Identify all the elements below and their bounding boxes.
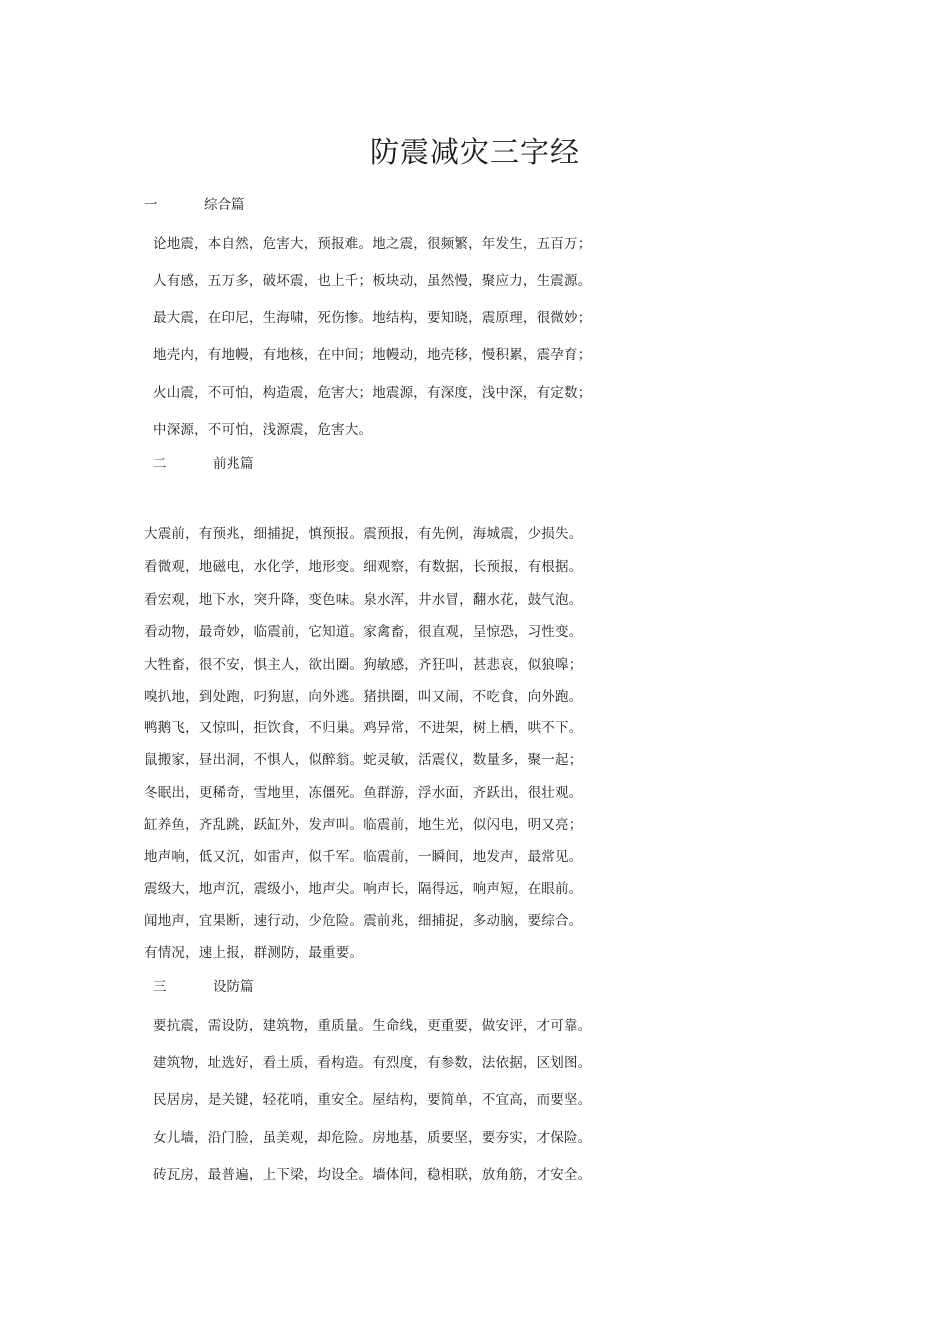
section-heading-1 bbox=[144, 193, 245, 213]
verse-line: 建筑物，址选好，看土质，看构造。有烈度，有参数，法依据，区划图。 bbox=[153, 1055, 592, 1071]
verse-line: 闻地声，宜果断，速行动，少危险。震前兆，细捕捉，多动脑，要综合。 bbox=[144, 913, 583, 929]
verse-line: 看宏观，地下水，突升降，变色味。泉水浑，井水冒，翻水花，鼓气泡。 bbox=[144, 592, 583, 608]
verse-line: 地声响，低又沉，如雷声，似千军。临震前，一瞬间，地发声，最常见。 bbox=[144, 849, 583, 865]
verse-line: 最大震，在印尼，生海啸，死伤惨。地结构，要知晓，震原理，很微妙； bbox=[153, 310, 592, 326]
verse-line: 要抗震，需设防，建筑物，重质量。生命线，更重要，做安评，才可靠。 bbox=[153, 1018, 592, 1034]
section-number: 二 bbox=[153, 456, 167, 472]
verse-line: 大震前，有预兆，细捕捉，慎预报。震预报，有先例，海城震，少损失。 bbox=[144, 526, 583, 542]
verse-line: 地壳内，有地幔，有地核，在中间；地幔动，地壳移，慢积累，震孕育； bbox=[153, 347, 592, 363]
verse-line: 论地震，本自然，危害大，预报难。地之震，很频繁，年发生，五百万； bbox=[153, 236, 592, 252]
verse-line: 看微观，地磁电，水化学，地形变。细观察，有数据，长预报，有根据。 bbox=[144, 559, 583, 575]
verse-line: 缸养鱼，齐乱跳，跃缸外，发声叫。临震前，地生光，似闪电，明又亮； bbox=[144, 817, 583, 833]
section-name: 综合篇 bbox=[204, 197, 245, 213]
verse-line: 人有感，五万多，破坏震，也上千；板块动，虽然慢，聚应力，生震源。 bbox=[153, 273, 592, 289]
verse-line: 砖瓦房，最普遍，上下梁，均设全。墙体间，稳相联，放角筋，才安全。 bbox=[153, 1167, 592, 1183]
verse-line: 冬眠出，更稀奇，雪地里，冻僵死。鱼群游，浮水面，齐跃出，很壮观。 bbox=[144, 785, 583, 801]
verse-line: 火山震，不可怕，构造震，危害大；地震源，有深度，浅中深，有定数； bbox=[153, 385, 592, 401]
section-heading-2 bbox=[153, 452, 254, 472]
verse-line: 民居房，是关键，轻花哨，重安全。屋结构，要简单，不宜高，而要坚。 bbox=[153, 1092, 592, 1108]
verse-line: 大牲畜，很不安，惧主人，欲出圈。狗敏感，齐狂叫，甚悲哀，似狼嗥； bbox=[144, 657, 583, 673]
verse-line: 鼠搬家，昼出洞，不惧人，似醉翁。蛇灵敏，活震仪，数量多，聚一起； bbox=[144, 752, 583, 768]
document-title: 防震减灾三字经 bbox=[369, 135, 580, 169]
section-name: 设防篇 bbox=[213, 979, 254, 995]
section-heading-3 bbox=[153, 975, 254, 995]
verse-line: 震级大，地声沉，震级小，地声尖。响声长，隔得远，响声短，在眼前。 bbox=[144, 881, 583, 897]
verse-line: 鸭鹅飞，又惊叫，拒饮食，不归巢。鸡异常，不进架，树上栖，哄不下。 bbox=[144, 720, 583, 736]
verse-line: 女儿墙，沿门脸，虽美观，却危险。房地基，质要坚，要夯实，才保险。 bbox=[153, 1130, 592, 1146]
section-number: 一 bbox=[144, 197, 158, 213]
verse-line: 中深源，不可怕，浅源震，危害大。 bbox=[153, 422, 373, 438]
verse-line: 有情况，速上报，群测防，最重要。 bbox=[144, 945, 364, 961]
section-number: 三 bbox=[153, 979, 167, 995]
section-name: 前兆篇 bbox=[213, 456, 254, 472]
verse-line: 看动物，最奇妙，临震前，它知道。家禽畜，很直观，呈惊恐，习性变。 bbox=[144, 624, 583, 640]
verse-line: 嗅扒地，到处跑，叼狗崽，向外逃。猪拱圈，叫又闹，不吃食，向外跑。 bbox=[144, 689, 583, 705]
